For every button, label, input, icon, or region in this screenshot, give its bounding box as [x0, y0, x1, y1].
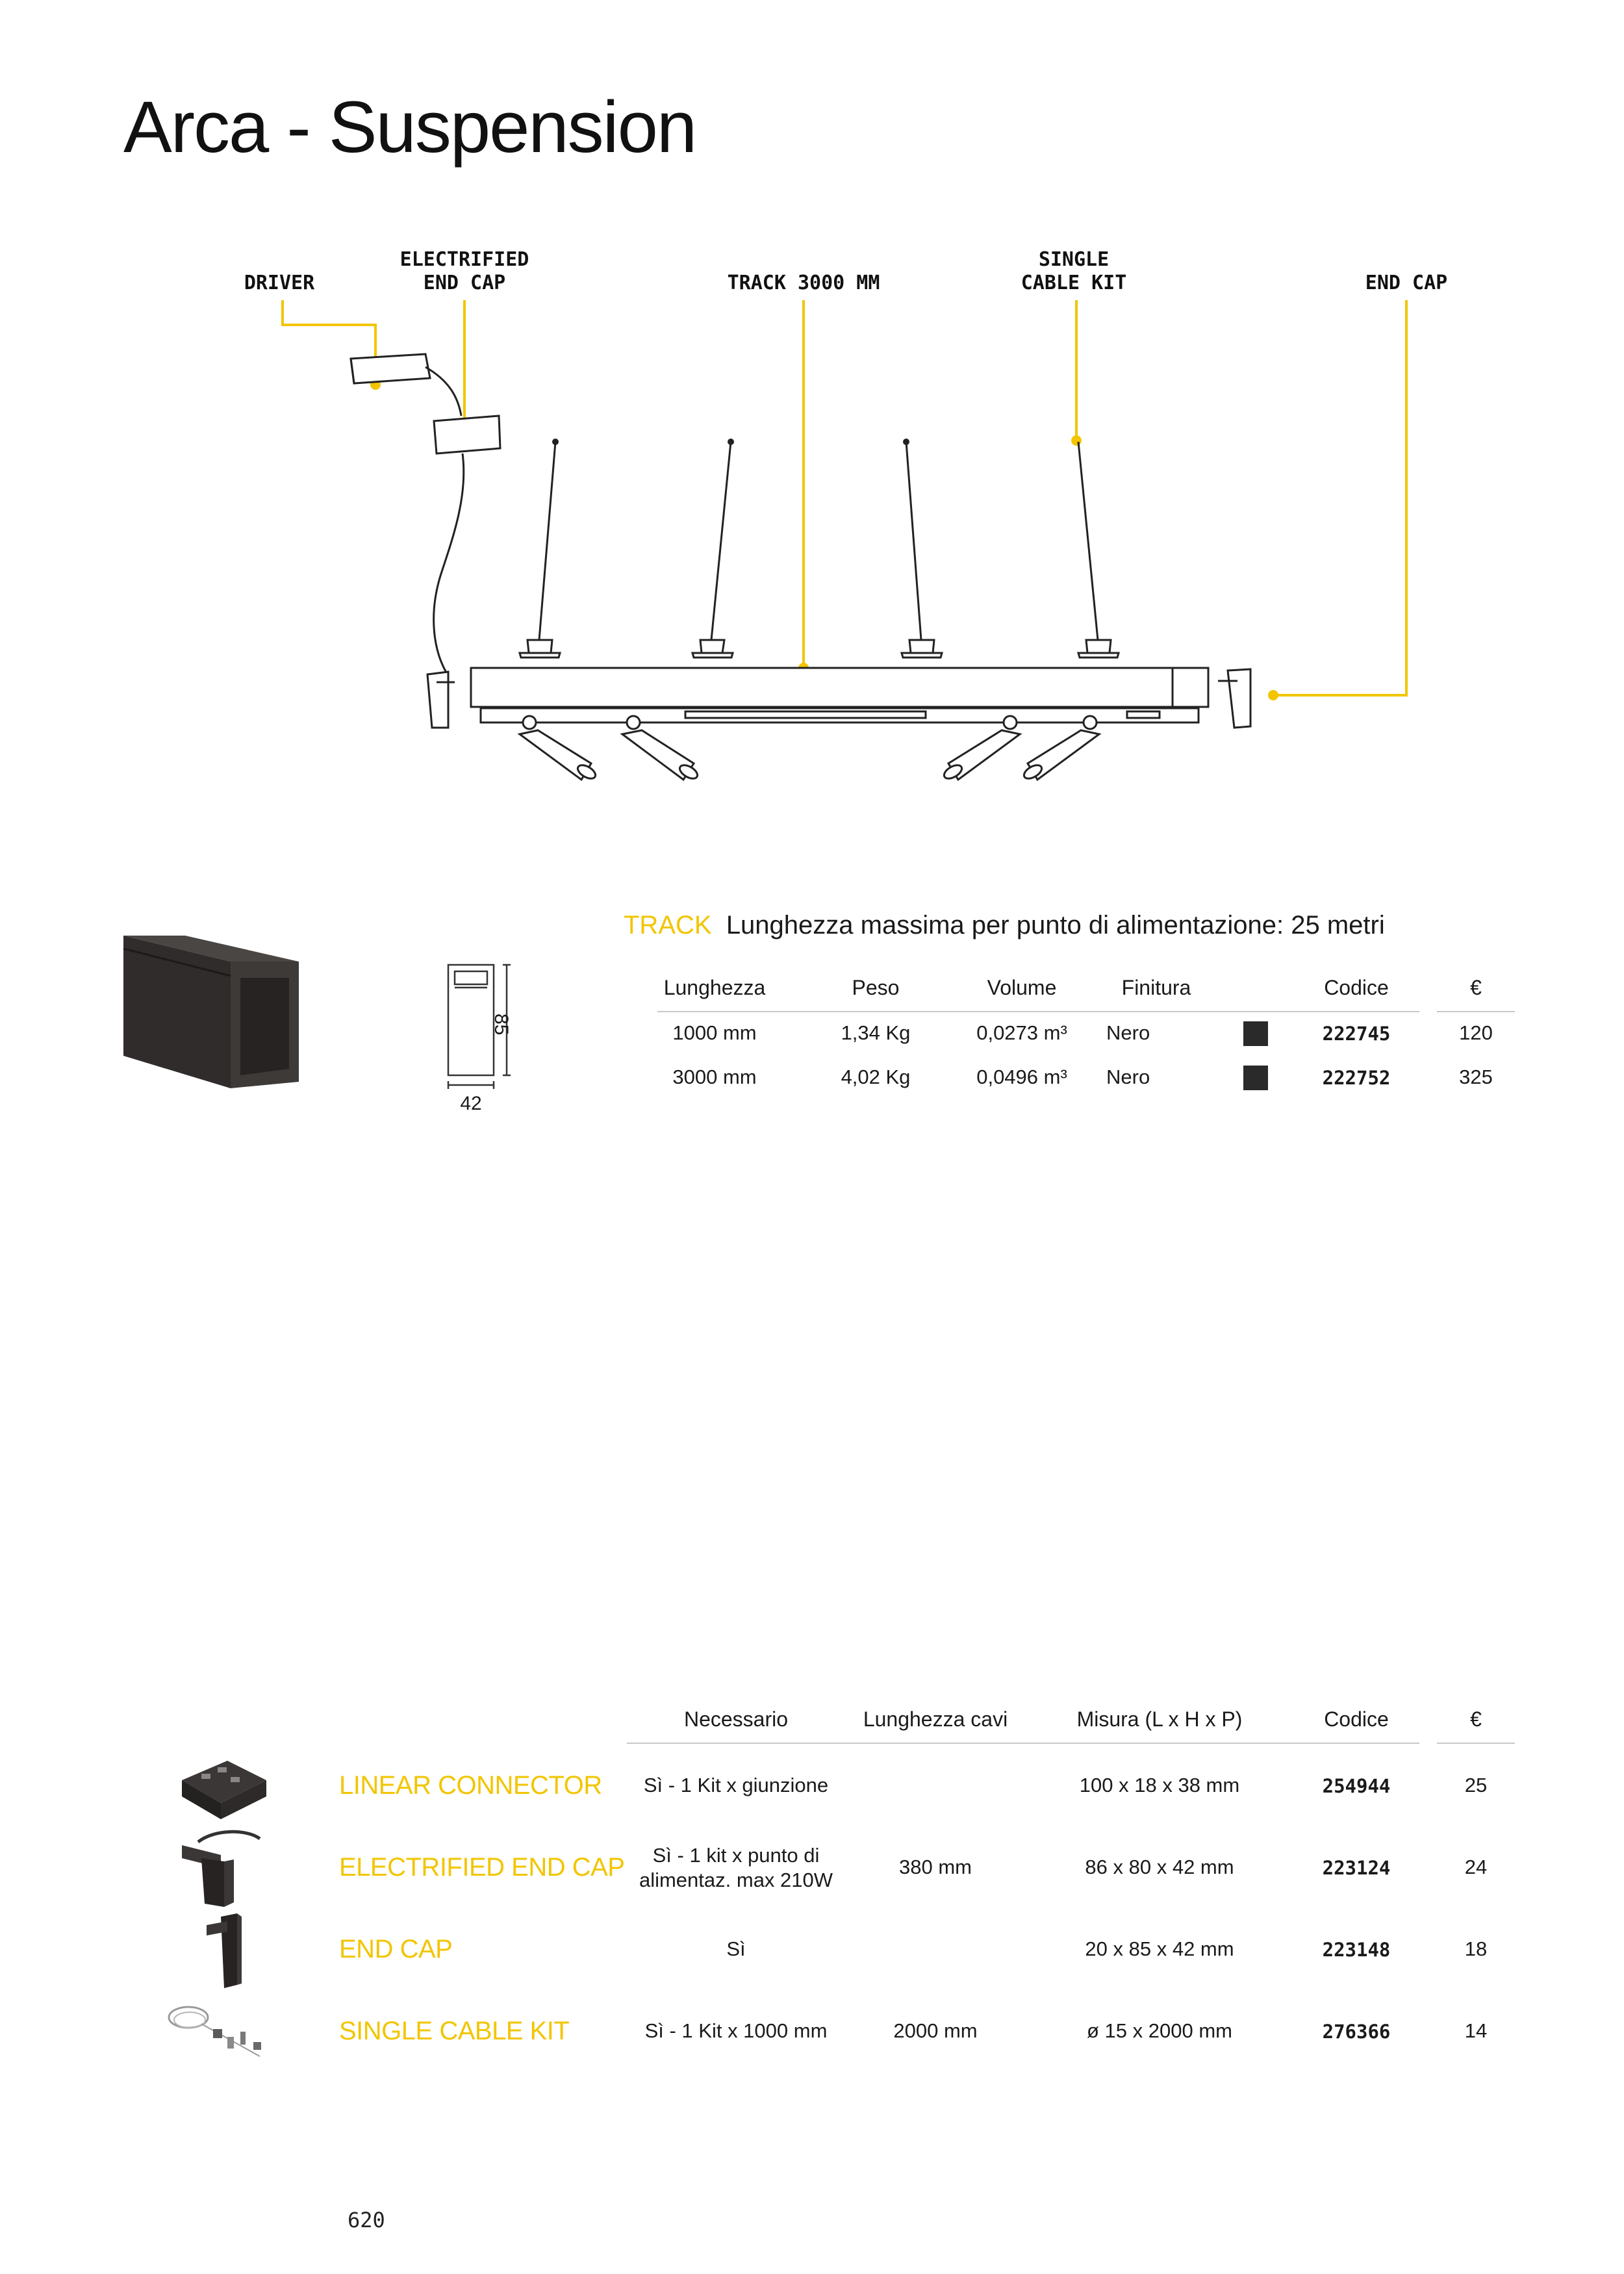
cell-finitura: Nero	[1106, 1021, 1150, 1044]
spotlight-3	[942, 716, 1020, 781]
track-heading	[624, 911, 1385, 940]
spotlight-2	[622, 716, 700, 781]
product-name: SINGLE CABLE KIT	[339, 2017, 570, 2045]
cell-prezzo: 25	[1464, 1774, 1488, 1796]
track-section-drawing	[435, 955, 539, 1111]
cell-codice: 223148	[1322, 1939, 1391, 1961]
th-misura: Misura (L x H x P)	[1076, 1707, 1243, 1731]
cell-necessario-line2: alimentaz. max 210W	[639, 1869, 833, 1891]
callout-track: TRACK 3000 MM	[727, 272, 880, 294]
finish-swatch	[1243, 1021, 1268, 1046]
cell-volume: 0,0496 m³	[976, 1066, 1067, 1088]
cell-prezzo: 325	[1459, 1066, 1493, 1088]
driver-box	[351, 354, 430, 383]
cell-misura: 100 x 18 x 38 mm	[1079, 1774, 1240, 1796]
cell-codice: 222745	[1322, 1023, 1391, 1045]
cell-misura: ø 15 x 2000 mm	[1087, 2019, 1232, 2042]
cell-misura: 20 x 85 x 42 mm	[1085, 1937, 1234, 1960]
cell-lunghezza-cavi: 2000 mm	[893, 2019, 978, 2042]
accessories-header-rule	[627, 1743, 1419, 1744]
product-name: ELECTRIFIED END CAP	[339, 1853, 625, 1882]
page-title: Arca - Suspension	[123, 86, 696, 168]
finish-swatch	[1243, 1066, 1268, 1090]
th-finitura: Finitura	[1121, 976, 1191, 999]
system-diagram	[0, 0, 1624, 845]
product-name: LINEAR CONNECTOR	[339, 1771, 602, 1800]
spotlight-1	[520, 716, 598, 781]
cell-misura: 86 x 80 x 42 mm	[1085, 1856, 1234, 1878]
th-prezzo: €	[1470, 1707, 1482, 1731]
cell-finitura: Nero	[1106, 1066, 1150, 1088]
cell-lunghezza-cavi: 380 mm	[899, 1856, 972, 1878]
dim-width: 42	[460, 1093, 482, 1114]
cable-kit-marker	[1071, 435, 1082, 446]
cell-codice: 223124	[1322, 1857, 1391, 1879]
cell-necessario: Sì	[726, 1937, 746, 1960]
endcap-right-marker	[1268, 690, 1278, 700]
th-prezzo: €	[1470, 976, 1482, 999]
track-description: Lunghezza massima per punto di alimentazione: 25 metri	[726, 911, 1385, 939]
cell-codice: 254944	[1322, 1775, 1391, 1797]
th-necessario: Necessario	[683, 1707, 789, 1731]
cell-prezzo: 18	[1464, 1937, 1488, 1960]
track-header-rule-price	[1437, 1011, 1515, 1012]
electrified-end-cap-box	[434, 416, 500, 454]
cell-volume: 0,0273 m³	[976, 1021, 1067, 1044]
th-lunghezza-cavi: Lunghezza cavi	[863, 1707, 1008, 1731]
end-cap-image	[201, 1913, 260, 1991]
product-name: END CAP	[339, 1935, 453, 1963]
track-label: TRACK	[624, 911, 712, 939]
cell-prezzo: 14	[1464, 2019, 1488, 2042]
track-product-image	[120, 929, 302, 1092]
th-peso: Peso	[852, 976, 900, 999]
dim-height: 85	[490, 1014, 512, 1036]
cell-lunghezza: 1000 mm	[672, 1021, 757, 1044]
callout-single-cable-kit: SINGLE CABLE KIT	[1021, 248, 1127, 294]
cell-necessario: Sì - 1 Kit x 1000 mm	[644, 2019, 828, 2042]
cell-prezzo: 120	[1459, 1021, 1493, 1044]
accessories-header-rule-price	[1437, 1743, 1515, 1744]
th-codice: Codice	[1324, 976, 1389, 999]
cell-peso: 1,34 Kg	[841, 1021, 911, 1044]
single-cable-kit-image	[162, 1991, 279, 2076]
callout-end-cap: END CAP	[1365, 272, 1448, 294]
cell-lunghezza: 3000 mm	[672, 1066, 757, 1088]
callout-electrified-end-cap: ELECTRIFIED END CAP	[400, 248, 529, 294]
cell-peso: 4,02 Kg	[841, 1066, 911, 1088]
track-header-rule	[657, 1011, 1419, 1012]
th-volume: Volume	[987, 976, 1057, 999]
cell-codice: 276366	[1322, 2021, 1391, 2043]
linear-connector-image	[175, 1748, 273, 1832]
spotlight-4	[1022, 716, 1099, 781]
cell-necessario: Sì - 1 kit x punto di	[652, 1844, 820, 1867]
page-number: 620	[348, 2208, 385, 2232]
th-codice: Codice	[1324, 1707, 1389, 1731]
callout-driver: DRIVER	[244, 272, 315, 294]
cell-prezzo: 24	[1464, 1856, 1488, 1878]
electrified-end-cap-image	[175, 1826, 273, 1910]
cell-necessario: Sì - 1 Kit x giunzione	[643, 1774, 829, 1796]
th-lunghezza: Lunghezza	[663, 976, 766, 999]
cell-codice: 222752	[1322, 1067, 1391, 1089]
